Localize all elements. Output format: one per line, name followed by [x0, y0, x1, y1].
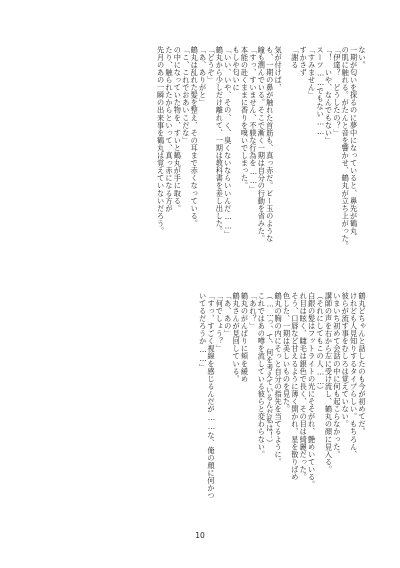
text-line: これではあの噂を流している彼らと変わらない。 [257, 292, 267, 459]
text-line: 「いい、いや、その、く、臭くないならいいんだ……」 [223, 46, 233, 239]
text-line: 一期が匂いを探るのに夢中になっていると、鼻先が鶴丸 [349, 46, 359, 235]
text-line: （それにしてもこの人……） [316, 292, 326, 394]
text-line: 色した、一期は美しいものを見た。 [282, 292, 292, 413]
text-line: 「あ、ありがと」 [198, 46, 208, 107]
text-line: たり、触られたからといって、真っ赤になる方が [165, 46, 175, 213]
text-line: れ目は眩く、睫毛は銀色で長く、その目は綺麗だった。 [299, 292, 309, 481]
text-line: いてるだろうか……」 [198, 292, 208, 372]
text-line: 鶴丸のがんばりに頬を緩め [240, 292, 250, 383]
text-line: 「謝る [290, 46, 300, 69]
page-number: 10 [195, 531, 205, 540]
text-line: 「どうぞ」 [206, 46, 216, 84]
text-line: 瞳も潤んでいる。そこで漸く一期は自分の行動を省みた。 [257, 46, 267, 243]
text-line: 気が付けば、 [274, 46, 284, 92]
text-line: 白銀の髪はフットライトの光にそそがれ、艶めいている。 [307, 292, 317, 489]
text-line: 「すっ、すいません、不躾な行為を……」 [248, 46, 258, 194]
text-line: そう、口唇など甘えるように薄く開かれ、星を散りばめ [290, 292, 300, 481]
text-line: 「あ、あの」 [223, 292, 233, 338]
text-tier-top [34, 46, 366, 270]
text-tier-bottom [34, 292, 366, 516]
text-line: 「何でしょう？」 [215, 292, 225, 353]
text-line: （……っ、て、何を考えているんだ私は！） [265, 292, 275, 447]
text-line: の中になっていた物を、すいと鶴丸が手に取る。 [173, 46, 183, 213]
text-line: 鶴丸さんが見回している。 [232, 292, 242, 383]
text-line: 鶴丸から少しだけ離れて、一期は教科書を差し出した。 [215, 46, 225, 235]
text-line: スーツ……でもない…… [316, 46, 326, 137]
text-line: 「すみません」 [307, 46, 317, 99]
text-line: 鶴丸どちゃんと話したのも今が初めてだ。 [358, 292, 367, 436]
text-line: 鶴丸の胸の内にそっと自分の指先を当てるように。 [274, 292, 284, 466]
text-line: 彼らが流す事をむしろは覚えていない。 [341, 292, 351, 428]
text-line: も、一期の鼻が触れた首筋も、真っ赤だ。ビー玉のような [265, 46, 275, 243]
text-line: 本能の赴くままに香りを嗅いでしまった。 [240, 46, 250, 190]
text-line: もしや匂いに [232, 46, 242, 92]
text-line: 「あれ？」 [248, 292, 258, 330]
text-line: 講師の声を右から左に受け流し、鶴丸の顔に見入る。 [324, 292, 334, 474]
text-line [282, 46, 290, 270]
text-line: 「！ いや、なんでもない」 [324, 46, 334, 145]
text-line: 先月のあの一瞬の出来事を鶴丸は覚えていないだろう。 [156, 46, 166, 235]
text-line: 鶴丸は乱れた髪を整え、その耳まで赤くなっている。 [190, 46, 200, 228]
text-line: ない。 [358, 46, 367, 69]
text-line: けれども人見知りするタイプらしい。もちろん、 [349, 292, 359, 459]
text-line: 「こ、これでおあいこだな」 [181, 46, 191, 145]
text-line: 「伊達？ どうしたの？」 [332, 46, 342, 137]
text-line: いまいち初めて会話の中に何も起こらなかった。 [332, 292, 342, 459]
text-line: すかさず [299, 46, 309, 77]
text-line: の肌に触れる。がたんと音を響かせ、鶴丸が立ち上がった。 [341, 46, 351, 250]
text-line: 「すっ、すごく視線を感じるんだが……な、俺の顔に何かつ [206, 292, 216, 500]
